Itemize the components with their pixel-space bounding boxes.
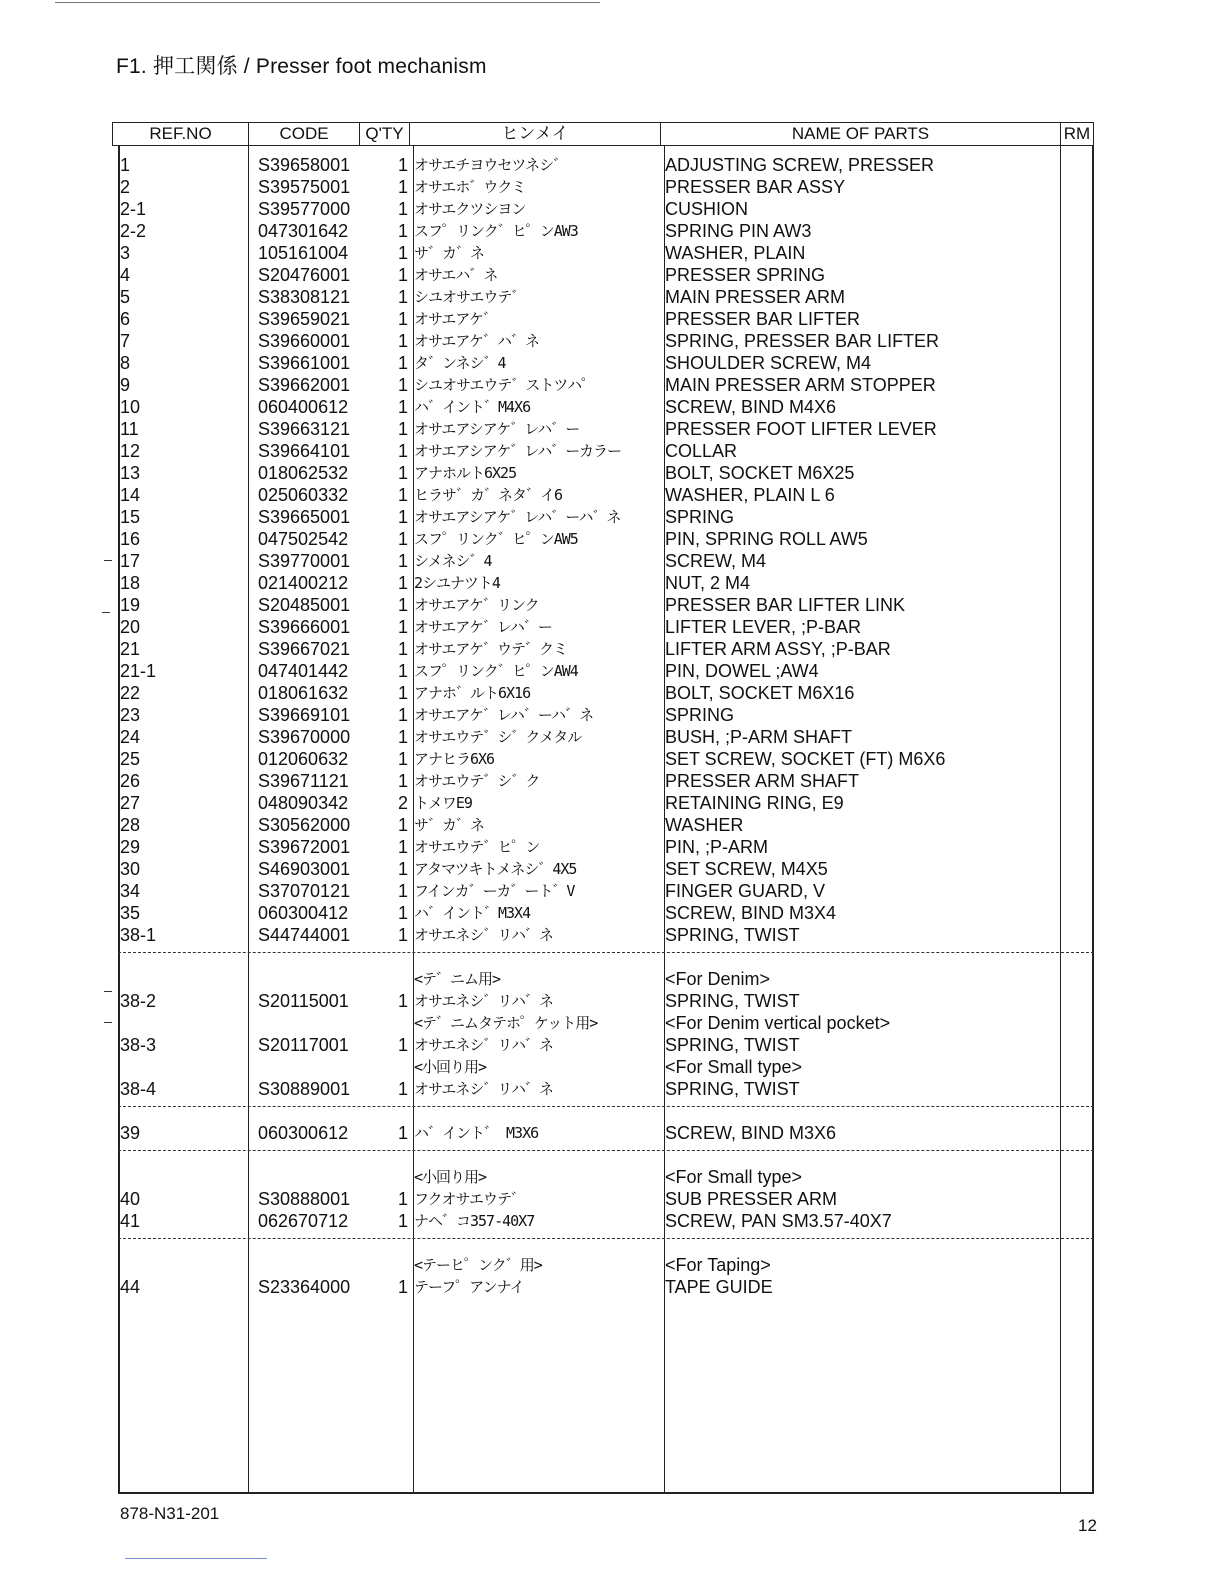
code-cell: S20115001 [258,991,349,1011]
ref-no-cell: 2 [120,177,131,197]
kana-cell: オサエアシアケ゛レハ゛ー [414,420,580,438]
code-cell: S39671121 [258,771,349,791]
part-name-cell: LIFTER LEVER, ;P-BAR [665,617,862,637]
table-row [112,572,1094,594]
table-row [112,880,1094,902]
ref-no-cell: 38-1 [120,925,157,945]
table-row [112,792,1094,814]
code-cell: S39660001 [258,331,351,351]
kana-cell: テーフ゜アンナイ [414,1278,524,1296]
header-kana: ヒンメイ [410,123,661,145]
code-cell: 060400612 [258,397,349,417]
qty-cell: 1 [398,1079,409,1099]
part-name-cell: BUSH, ;P-ARM SHAFT [665,727,853,747]
ref-no-cell: 20 [120,617,141,637]
table-header [112,122,1094,146]
kana-cell: スフ゜リンク゛ヒ゜ンAW4 [414,662,578,680]
code-cell: S39665001 [258,507,351,527]
kana-cell: オサエウテ゛シ゛ク [414,772,540,790]
kana-cell: オサエハ゛ネ [414,266,498,284]
table-row [112,484,1094,506]
code-cell: S39577000 [258,199,351,219]
code-cell: S39659021 [258,309,351,329]
qty-cell: 1 [398,265,409,285]
part-name-cell: WASHER, PLAIN [665,243,806,263]
ref-no-cell: 25 [120,749,141,769]
parts-table [112,122,1094,1494]
ref-no-cell: 11 [120,419,139,439]
qty-cell: 1 [398,1277,409,1297]
group-divider [118,1106,1094,1107]
header-qty: Q'TY [360,123,410,145]
part-name-cell: <For Denim> [665,969,771,989]
ref-no-cell: 8 [120,353,131,373]
code-cell: S39667021 [258,639,351,659]
margin-mark [102,612,110,613]
code-cell: S39664101 [258,441,351,461]
ref-no-cell: 19 [120,595,141,615]
code-cell: 048090342 [258,793,349,813]
header-ref-no: REF.NO [113,123,249,145]
part-name-cell: SHOULDER SCREW, M4 [665,353,872,373]
table-row [112,264,1094,286]
kana-cell: <小回り用> [414,1168,487,1186]
code-cell: S46903001 [258,859,351,879]
document-code: 878-N31-201 [120,1504,220,1523]
code-cell: 012060632 [258,749,349,769]
part-name-cell: PRESSER BAR LIFTER [665,309,861,329]
kana-cell: スフ゜リンク゛ヒ゜ンAW5 [414,530,578,548]
code-cell: 018062532 [258,463,349,483]
code-cell: S39669101 [258,705,351,725]
part-name-cell: SPRING, TWIST [665,1035,800,1055]
code-cell: 025060332 [258,485,349,505]
table-row [112,1012,1094,1034]
ref-no-cell: 26 [120,771,141,791]
part-name-cell: CUSHION [665,199,749,219]
qty-cell: 1 [398,287,409,307]
part-name-cell: PIN, SPRING ROLL AW5 [665,529,868,549]
table-row [112,1056,1094,1078]
ref-no-cell: 9 [120,375,131,395]
ref-no-cell: 16 [120,529,141,549]
table-row [112,836,1094,858]
kana-cell: オサエアシアケ゛レハ゛ーハ゛ネ [414,508,621,526]
part-name-cell: SUB PRESSER ARM [665,1189,838,1209]
part-name-cell: PRESSER BAR LIFTER LINK [665,595,906,615]
part-name-cell: <For Denim vertical pocket> [665,1013,891,1033]
part-name-cell: LIFTER ARM ASSY, ;P-BAR [665,639,891,659]
kana-cell: トメワE9 [414,794,472,812]
header-rm: RM [1063,124,1091,143]
table-row [112,308,1094,330]
part-name-cell: WASHER, PLAIN L 6 [665,485,835,505]
qty-cell: 1 [398,155,409,175]
top-rule [55,2,600,3]
qty-cell: 1 [398,221,409,241]
kana-cell: オサエアケ゛リンク [414,596,539,614]
kana-cell: <小回り用> [414,1058,487,1076]
group-divider [118,952,1094,953]
ref-no-cell: 5 [120,287,131,307]
kana-cell: スフ゜リンク゛ヒ゜ンAW3 [414,222,578,240]
qty-cell: 1 [398,309,409,329]
part-name-cell: MAIN PRESSER ARM [665,287,846,307]
ref-no-cell: 40 [120,1189,141,1209]
code-cell: 060300412 [258,903,349,923]
table-row [112,506,1094,528]
part-name-cell: PRESSER SPRING [665,265,826,285]
code-cell: S39666001 [258,617,351,637]
kana-cell: アナホ゛ルト6X16 [414,684,531,702]
kana-cell: <テ゛ニム用> [414,970,501,988]
ref-no-cell: 2-1 [120,199,147,219]
qty-cell: 1 [398,859,409,879]
ref-no-cell: 18 [120,573,141,593]
code-cell: 060300612 [258,1123,349,1143]
table-row [112,330,1094,352]
table-row [112,858,1094,880]
kana-cell: ハ゛イント゛M3X4 [414,904,531,922]
part-name-cell: SPRING PIN AW3 [665,221,812,241]
qty-cell: 1 [398,749,409,769]
ref-no-cell: 1 [120,155,131,175]
code-cell: 105161004 [258,243,349,263]
table-row [112,440,1094,462]
table-row [112,638,1094,660]
table-row [112,396,1094,418]
part-name-cell: SPRING, TWIST [665,1079,800,1099]
qty-cell: 1 [398,881,409,901]
margin-mark [104,991,112,992]
kana-cell: オサエネシ゛リハ゛ネ [414,1080,553,1098]
ref-no-cell: 22 [120,683,141,703]
part-name-cell: PIN, DOWEL ;AW4 [665,661,819,681]
kana-cell: フインカ゛ーカ゛ート゛V [414,882,575,900]
group-divider [118,1238,1094,1239]
part-name-cell: SCREW, BIND M3X4 [665,903,837,923]
part-name-cell: BOLT, SOCKET M6X25 [665,463,855,483]
kana-cell: <テーヒ゜ンク゛用> [414,1256,542,1274]
part-name-cell: SPRING, PRESSER BAR LIFTER [665,331,940,351]
table-row [112,418,1094,440]
kana-cell: オサエネシ゛リハ゛ネ [414,992,553,1010]
qty-cell: 1 [398,1035,409,1055]
part-name-cell: WASHER [665,815,744,835]
group-divider [118,1150,1094,1151]
kana-cell: シユオサエウテ゛ [414,288,526,306]
table-row [112,198,1094,220]
kana-cell: オサエウテ゛シ゛クメタル [414,728,582,746]
part-name-cell: PRESSER FOOT LIFTER LEVER [665,419,937,439]
table-row [112,814,1094,836]
kana-cell: タ゛ンネシ゛4 [414,354,506,372]
part-name-cell: PRESSER ARM SHAFT [665,771,860,791]
table-row [112,770,1094,792]
table-row [112,1188,1094,1210]
ref-no-cell: 4 [120,265,131,285]
code-cell: S38308121 [258,287,351,307]
qty-cell: 1 [398,639,409,659]
kana-cell: シメネシ゛4 [414,552,492,570]
kana-cell: アナホルト6X25 [414,464,517,482]
part-name-cell: ADJUSTING SCREW, PRESSER [665,155,935,175]
ref-no-cell: 2-2 [120,221,147,241]
table-row [112,528,1094,550]
part-name-cell: SCREW, PAN SM3.57-40X7 [665,1211,892,1231]
kana-cell: <テ゛ニムタテホ゜ケット用> [414,1014,598,1032]
qty-cell: 1 [398,705,409,725]
qty-cell: 1 [398,177,409,197]
table-row [112,726,1094,748]
table-row [112,1166,1094,1188]
qty-cell: 1 [398,1189,409,1209]
qty-cell: 1 [398,815,409,835]
table-row [112,462,1094,484]
ref-no-cell: 10 [120,397,141,417]
part-name-cell: COLLAR [665,441,738,461]
kana-cell: ヒラサ゛カ゛ネタ゛イ6 [414,486,563,504]
qty-cell: 1 [398,903,409,923]
kana-cell: サ゛カ゛ネ [414,816,485,834]
kana-cell: オサエアケ゛ハ゛ネ [414,332,539,350]
ref-no-cell: 38-4 [120,1079,157,1099]
qty-cell: 1 [398,991,409,1011]
qty-cell: 1 [398,727,409,747]
qty-cell: 1 [398,837,409,857]
code-cell: S39670000 [258,727,351,747]
qty-cell: 1 [398,1211,409,1231]
ref-no-cell: 23 [120,705,141,725]
part-name-cell: SPRING [665,507,735,527]
kana-cell: オサエアケ゛レハ゛ーハ゛ネ [414,706,594,724]
table-row [112,1254,1094,1276]
table-row [112,286,1094,308]
code-cell: S23364000 [258,1277,351,1297]
table-row [112,902,1094,924]
code-cell: S39663121 [258,419,351,439]
kana-cell: オサエホ゛ウクミ [414,178,526,196]
qty-cell: 1 [398,441,409,461]
table-row [112,1034,1094,1056]
ref-no-cell: 29 [120,837,141,857]
code-cell: S39770001 [258,551,351,571]
table-row [112,220,1094,242]
page-title: F1. 押工関係 / Presser foot mechanism [116,55,487,78]
code-cell: 062670712 [258,1211,349,1231]
part-name-cell: TAPE GUIDE [665,1277,773,1297]
kana-cell: ハ゛イント゛ M3X6 [414,1124,539,1142]
ref-no-cell: 27 [120,793,141,813]
part-name-cell: PIN, ;P-ARM [665,837,769,857]
ref-no-cell: 44 [120,1277,141,1297]
qty-cell: 1 [398,331,409,351]
qty-cell: 1 [398,771,409,791]
table-row [112,704,1094,726]
table-row [112,1276,1094,1298]
code-cell: S30888001 [258,1189,351,1209]
code-cell: 047502542 [258,529,349,549]
part-name-cell: SPRING, TWIST [665,925,800,945]
ref-no-cell: 21-1 [120,661,157,681]
kana-cell: ナヘ゛コ357-40X7 [414,1212,535,1230]
ref-no-cell: 15 [120,507,141,527]
code-cell: S39575001 [258,177,351,197]
code-cell: S44744001 [258,925,351,945]
ref-no-cell: 13 [120,463,141,483]
ref-no-cell: 30 [120,859,141,879]
code-cell: 021400212 [258,573,349,593]
qty-cell: 1 [398,595,409,615]
kana-cell: シユオサエウテ゛ストツハ゜ [414,376,596,394]
part-name-cell: MAIN PRESSER ARM STOPPER [665,375,936,395]
ref-no-cell: 3 [120,243,131,263]
code-cell: S30889001 [258,1079,351,1099]
qty-cell: 1 [398,353,409,373]
part-name-cell: PRESSER BAR ASSY [665,177,846,197]
part-name-cell: FINGER GUARD, V [665,881,826,901]
table-row [112,352,1094,374]
ref-no-cell: 35 [120,903,141,923]
ref-no-cell: 21 [120,639,141,659]
qty-cell: 1 [398,507,409,527]
kana-cell: オサエネシ゛リハ゛ネ [414,1036,553,1054]
table-row [112,660,1094,682]
table-row [112,924,1094,946]
bottom-rule [125,1558,267,1559]
part-name-cell: <For Small type> [665,1167,803,1187]
ref-no-cell: 7 [120,331,131,351]
table-row [112,748,1094,770]
code-cell: S39672001 [258,837,351,857]
qty-cell: 1 [398,683,409,703]
qty-cell: 1 [398,551,409,571]
part-name-cell: NUT, 2 M4 [665,573,751,593]
part-name-cell: <For Taping> [665,1255,771,1275]
qty-cell: 1 [398,485,409,505]
ref-no-cell: 28 [120,815,141,835]
margin-mark [104,560,112,561]
qty-cell: 1 [398,573,409,593]
table-row [112,242,1094,264]
kana-cell: オサエアケ゛レハ゛ー [414,618,552,636]
table-row [112,990,1094,1012]
code-cell: S20485001 [258,595,351,615]
kana-cell: サ゛カ゛ネ [414,244,485,262]
part-name-cell: SET SCREW, SOCKET (FT) M6X6 [665,749,946,769]
qty-cell: 1 [398,661,409,681]
ref-no-cell: 34 [120,881,141,901]
part-name-cell: SET SCREW, M4X5 [665,859,828,879]
ref-no-cell: 6 [120,309,131,329]
part-name-cell: SPRING, TWIST [665,991,800,1011]
part-name-cell: SCREW, M4 [665,551,767,571]
table-row [112,550,1094,572]
qty-cell: 1 [398,529,409,549]
code-cell: S20476001 [258,265,351,285]
table-row [112,1122,1094,1144]
ref-no-cell: 17 [120,551,141,571]
part-name-cell: SPRING [665,705,735,725]
ref-no-cell: 12 [120,441,141,461]
kana-cell: ハ゛イント゛M4X6 [414,398,531,416]
ref-no-cell: 38-2 [120,991,157,1011]
qty-cell: 1 [398,463,409,483]
kana-cell: オサエチヨウセツネシ゛ [414,156,568,174]
kana-cell: オサエアケ゛ウテ゛クミ [414,640,567,658]
qty-cell: 1 [398,925,409,945]
table-row [112,374,1094,396]
code-cell: S39662001 [258,375,351,395]
table-row [112,968,1094,990]
qty-cell: 1 [398,199,409,219]
part-name-cell: <For Small type> [665,1057,803,1077]
margin-mark [104,1022,112,1023]
table-row [112,682,1094,704]
code-cell: 018061632 [258,683,349,703]
part-name-cell: RETAINING RING, E9 [665,793,844,813]
table-row [112,594,1094,616]
kana-cell: オサエネシ゛リハ゛ネ [414,926,553,944]
part-name-cell: SCREW, BIND M4X6 [665,397,837,417]
kana-cell: フクオサエウテ゛ [414,1190,525,1208]
table-row [112,176,1094,198]
ref-no-cell: 41 [120,1211,141,1231]
header-code: CODE [249,123,360,145]
code-cell: 047401442 [258,661,349,681]
code-cell: S37070121 [258,881,351,901]
code-cell: S20117001 [258,1035,349,1055]
kana-cell: オサエアシアケ゛レハ゛ーカラー [414,442,622,460]
qty-cell: 1 [398,243,409,263]
qty-cell: 1 [398,1123,409,1143]
code-cell: S30562000 [258,815,351,835]
table-row [112,616,1094,638]
qty-cell: 2 [398,793,409,813]
part-name-cell: BOLT, SOCKET M6X16 [665,683,855,703]
ref-no-cell: 24 [120,727,141,747]
ref-no-cell: 39 [120,1123,141,1143]
header-name-of-parts: NAME OF PARTS [661,123,1061,145]
kana-cell: 2シユナツト4 [414,574,500,592]
table-row [112,1078,1094,1100]
kana-cell: アナヒラ6X6 [414,750,495,768]
part-name-cell: SCREW, BIND M3X6 [665,1123,837,1143]
code-cell: S39658001 [258,155,351,175]
table-row [112,1210,1094,1232]
qty-cell: 1 [398,419,409,439]
qty-cell: 1 [398,617,409,637]
page-number: 12 [1078,1516,1097,1535]
code-cell: S39661001 [258,353,351,373]
ref-no-cell: 14 [120,485,141,505]
table-row [112,154,1094,176]
code-cell: 047301642 [258,221,349,241]
kana-cell: アタマツキトメネシ゛4X5 [414,860,577,878]
kana-cell: オサエクツシヨン [414,200,526,218]
qty-cell: 1 [398,397,409,417]
qty-cell: 1 [398,375,409,395]
kana-cell: オサエウテ゛ヒ゜ン [414,838,540,856]
ref-no-cell: 38-3 [120,1035,157,1055]
kana-cell: オサエアケ゛ [414,310,497,328]
